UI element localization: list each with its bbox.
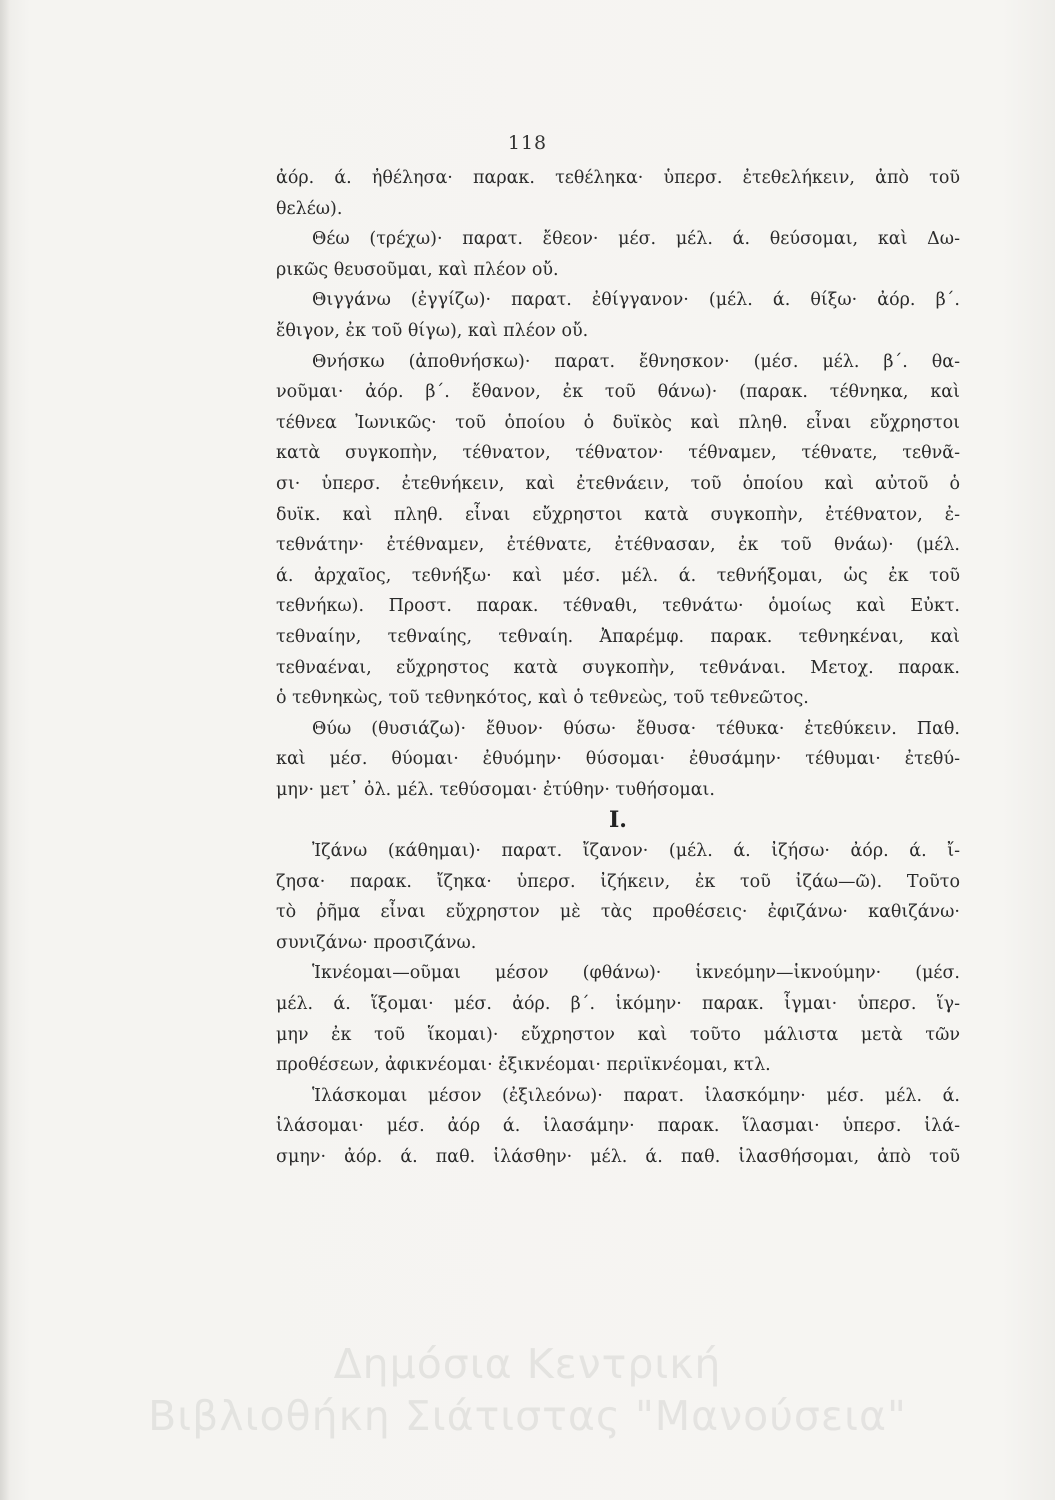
text-line: μην ἐκ τοῦ ἵκομαι)· εὔχρηστον καὶ τοῦτο μάλιστα μετὰ τῶν (276, 1024, 960, 1045)
text-line: τεθνάτην· ἐτέθναμεν, ἐτέθνατε, ἐτέθνασαν, ἐκ τοῦ θνάω)· (μέλ. (276, 535, 960, 556)
text-line: Θύω (θυσιάζω)· ἔθυον· θύσω· ἔθυσα· τέθυκα· ἐτεθύκειν. Παθ. (312, 718, 960, 739)
text-line: νοῦμαι· ἀόρ. β΄. ἔθανον, ἐκ τοῦ θάνω)· (παρακ. τέθνηκα, καὶ (276, 382, 960, 403)
text-line: ὁ τεθνηκὼς, τοῦ τεθνηκότος, καὶ ὁ τεθνεὼς, τοῦ τεθνεῶτος. (276, 688, 809, 709)
text-line: δυϊκ. καὶ πληθ. εἶναι εὔχρηστοι κατὰ συγκοπὴν, ἐτέθνατον, ἐ- (276, 504, 960, 525)
text-line: ἔθιγον, ἐκ τοῦ θίγω), καὶ πλέον οὔ. (276, 320, 589, 341)
text-line: θελέω). (276, 198, 343, 219)
text-line: μέλ. ά. ἵξομαι· μέσ. ἀόρ. β΄. ἱκόμην· παρακ. ἷγμαι· ὑπερσ. ἵγ- (276, 994, 960, 1015)
page-edge-shadow (0, 0, 10, 1500)
text-line: κατὰ συγκοπὴν, τέθνατον, τέθνατον· τέθναμεν, τέθνατε, τεθνᾶ- (276, 443, 960, 464)
text-line: τεθνήκω). Προστ. παρακ. τέθναθι, τεθνάτω· ὁμοίως καὶ Εὐκτ. (276, 596, 960, 617)
text-line: Ἱλάσκομαι μέσον (ἐξιλεόνω)· παρατ. ἱλασκόμην· μέσ. μέλ. ά. (312, 1085, 960, 1106)
library-watermark-line2: Βιβλιοθήκη Σιάτιστας "Μανούσεια" (148, 1392, 907, 1440)
section-heading: Ι. (609, 807, 627, 834)
text-line: τεθναίην, τεθναίης, τεθναίη. Ἀπαρέμφ. παρακ. τεθνηκέναι, καὶ (276, 626, 960, 647)
text-line: τέθνεα Ἰωνικῶς· τοῦ ὁποίου ὁ δυϊκὸς καὶ πληθ. εἶναι εὔχρηστοι (276, 412, 960, 433)
text-line: τεθναέναι, εὔχρηστος κατὰ συγκοπὴν, τεθνάναι. Μετοχ. παρακ. (276, 657, 960, 678)
text-line: καὶ μέσ. θύομαι· ἐθυόμην· θύσομαι· ἐθυσάμην· τέθυμαι· ἐτεθύ- (276, 749, 960, 770)
text-line: σι· ὑπερσ. ἐτεθνήκειν, καὶ ἐτεθνάειν, τοῦ ὁποίου καὶ αὐτοῦ ὁ (276, 473, 960, 494)
text-line: ρικῶς θευσοῦμαι, καὶ πλέον οὔ. (276, 259, 559, 280)
text-line: συνιζάνω· προσιζάνω. (276, 932, 477, 953)
text-line: μην· μετ᾽ ὀλ. μέλ. τεθύσομαι· ἐτύθην· τυθήσομαι. (276, 779, 715, 800)
text-line: τὸ ῥῆμα εἶναι εὔχρηστον μὲ τὰς προθέσεις· ἐφιζάνω· καθιζάνω· (276, 902, 960, 923)
text-line: προθέσεων, ἀφικνέομαι· ἐξικνέομαι· περιϊκνέομαι, κτλ. (276, 1055, 771, 1076)
text-line: ζησα· παρακ. ἴζηκα· ὑπερσ. ἰζήκειν, ἐκ τοῦ ἰζάω—ῶ). Τοῦτο (276, 871, 960, 892)
text-line: σμην· ἀόρ. ά. παθ. ἱλάσθην· μέλ. ά. παθ. ἱλασθήσομαι, ἀπὸ τοῦ (276, 1147, 960, 1167)
text-line: Θέω (τρέχω)· παρατ. ἔθεον· μέσ. μέλ. ά. θεύσομαι, καὶ Δω- (312, 229, 960, 250)
text-line: Ἱκνέομαι—οῦμαι μέσον (φθάνω)· ἱκνεόμην—ἱκνούμην· (μέσ. (312, 963, 960, 984)
library-watermark-line1: Δημόσια Κεντρική (333, 1340, 722, 1388)
page-number: 118 (507, 132, 548, 154)
text-line: ἀόρ. ά. ἠθέλησα· παρακ. τεθέληκα· ὑπερσ. ἐτεθελήκειν, ἀπὸ τοῦ (276, 168, 960, 188)
text-line: Θιγγάνω (ἐγγίζω)· παρατ. ἐθίγγανον· (μέλ. ά. θίξω· ἀόρ. β΄. (312, 290, 960, 311)
text-line: Ἰζάνω (κάθημαι)· παρατ. ἴζανον· (μέλ. ά. ἰζήσω· ἀόρ. ά. ἴ- (312, 841, 960, 862)
text-line: ἱλάσομαι· μέσ. ἀόρ ά. ἱλασάμην· παρακ. ἵλασμαι· ὑπερσ. ἱλά- (276, 1116, 960, 1137)
text-line: Θνήσκω (ἀποθνήσκω)· παρατ. ἔθνησκον· (μέσ. μέλ. β΄. θα- (312, 351, 960, 372)
text-line: ά. ἀρχαῖος, τεθνήξω· καὶ μέσ. μέλ. ά. τεθνήξομαι, ὡς ἐκ τοῦ (276, 565, 960, 586)
body-text (276, 163, 960, 1173)
